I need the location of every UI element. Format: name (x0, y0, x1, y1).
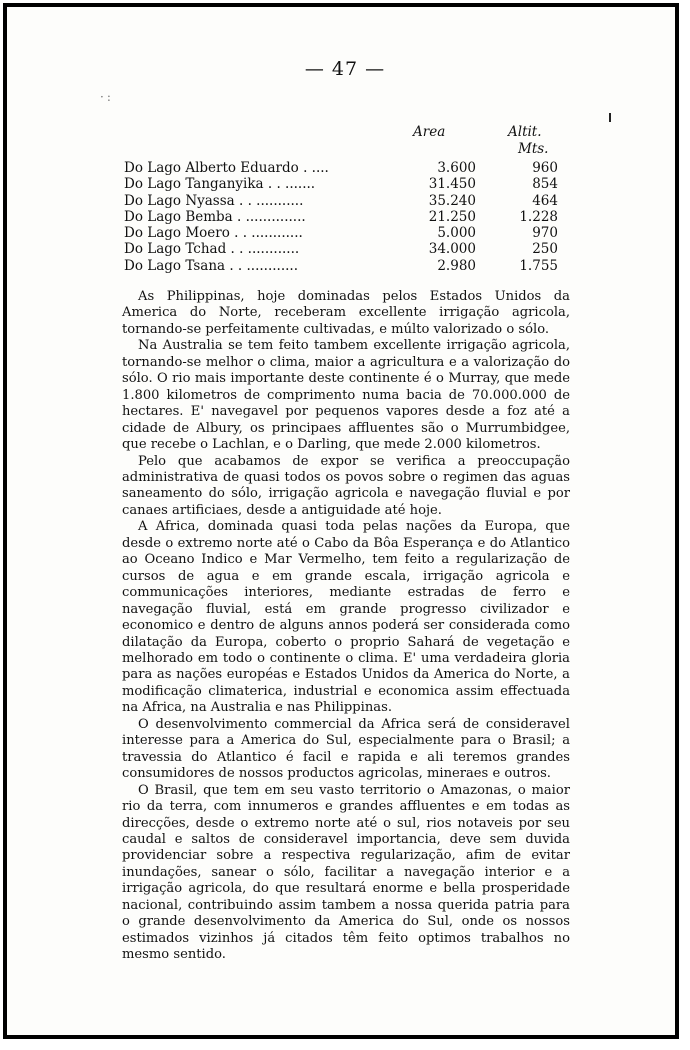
lake-altitude: 250 (532, 241, 558, 258)
table-row (120, 241, 570, 257)
body-text (122, 289, 570, 964)
lake-area: 35.240 (428, 192, 476, 209)
lake-area: 21.250 (428, 208, 476, 225)
paragraph-brazil: O Brasil, que tem em seu vasto territorio o Amazonas, o maior rio da terra, com innumeros e grandes affluentes e em todas as direcções, desde o extremo norte até o sul, rios notaveis por seu caudal e saltos de consideravel importancia, deve sem duvida providenciar sobre a respectiva regularização, afim de evitar inundações, sanear o sólo, facilitar a navegação interior e a irrigação agricola, do que resultará enorme e bella prosperidade nacional, contribuindo assim tambem a nossa querida patria para o grande desenvolvimento da America do Sul, onde os nossos estimados vizinhos já citados têm feito optimos trabalhos no mesmo sentido. (122, 782, 570, 963)
table-header (120, 124, 570, 160)
paragraph-australia: Na Australia se tem feito tambem excellente irrigação agricola, tornando-se melhor o clima, maior a agricultura e a valorização do sólo. O rio mais importante deste continente é o Murray, que mede 1.800 kilometros de comprimento numa bacia de 70.000.000 de hectares. E' navegavel por pequenos vapores desde a foz até a cidade de Albury, os principaes affluentes são o Murrumbidgee, que recebe o Lachlan, e o Darling, que mede 2.000 kilometros. (122, 338, 570, 453)
lake-name: Do Lago Tchad . . ............ (124, 241, 300, 258)
lake-name: Do Lago Nyassa . . ........... (124, 192, 304, 209)
margin-speckle: ·: (100, 90, 114, 104)
paragraph-africa-commerce: O desenvolvimento commercial da Africa será de consideravel interesse para a America do Sul, especialmente para o Brasil; a travessia do Atlantico é facil e rapida e ali teremos grandes consumidores de nossos productos agricolas, mineraes e outros. (122, 716, 570, 782)
lake-area: 3.600 (437, 160, 476, 176)
lake-area: 5.000 (437, 225, 476, 242)
paragraph-philippines: As Philippinas, hoje dominadas pelos Estados Unidos da America do Norte, receberam excellente irrigação agricola, tornando-se perfeitamente cultivadas, e múlto valorizado o sólo. (122, 289, 570, 337)
lake-altitude: 1.228 (519, 208, 558, 225)
lake-name: Do Lago Bemba . .............. (124, 208, 306, 225)
lakes-table (120, 124, 570, 274)
altitude-column-header: Altit. (508, 124, 542, 140)
lake-name: Do Lago Alberto Eduardo . .... (124, 160, 329, 176)
print-mark (609, 113, 611, 122)
table-row (120, 209, 570, 225)
lake-area: 34.000 (428, 241, 476, 258)
lake-area: 31.450 (428, 176, 476, 193)
table-row (120, 176, 570, 192)
lake-altitude: 464 (532, 192, 558, 209)
paragraph-administration: Pelo que acabamos de expor se verifica a preoccupação administrativa de quasi todos os povos sobre o regimen das aguas saneamento do sólo, irrigação agricola e navegação fluvial e por canaes artificiaes, desde a antiguidade até hoje. (122, 453, 570, 518)
lake-name: Do Lago Tsana . . ............ (124, 257, 299, 274)
table-row (120, 160, 570, 176)
lake-altitude: 960 (532, 160, 558, 176)
paragraph-africa: A Africa, dominada quasi toda pelas nações da Europa, que desde o extremo norte até o Cabo da Bôa Esperança e do Atlantico ao Oceano Indico e Mar Vermelho, tem feito a regularização de cursos de agua e em grande escala, irrigação agricola e communicações interiores, mediante estradas de ferro e navegação fluvial, está em grande progresso civilizador e economico e dentro de alguns annos poderá ser considerada como dilatação da Europa, coberto o proprio Sahará de vegetação e melhorado em todo o continente o clima. E' uma verdadeira gloria para as nações européas e Estados Unidos da America do Norte, a modificação climaterica, industrial e economica assim effectuada na Africa, na Australia e nas Philippinas. (122, 519, 570, 716)
table-row (120, 258, 570, 274)
lake-altitude: 854 (532, 176, 558, 193)
lake-altitude: 1.755 (519, 257, 558, 274)
area-column-header: Area (413, 124, 446, 140)
table-row (120, 225, 570, 241)
table-row (120, 193, 570, 209)
lake-area: 2.980 (437, 257, 476, 274)
lake-name: Do Lago Moero . . ............ (124, 225, 303, 242)
page-number: — 47 — (304, 58, 386, 80)
lake-name: Do Lago Tanganyika . . ....... (124, 176, 316, 193)
altitude-unit-header: Mts. (518, 141, 549, 157)
lake-altitude: 970 (532, 225, 558, 242)
